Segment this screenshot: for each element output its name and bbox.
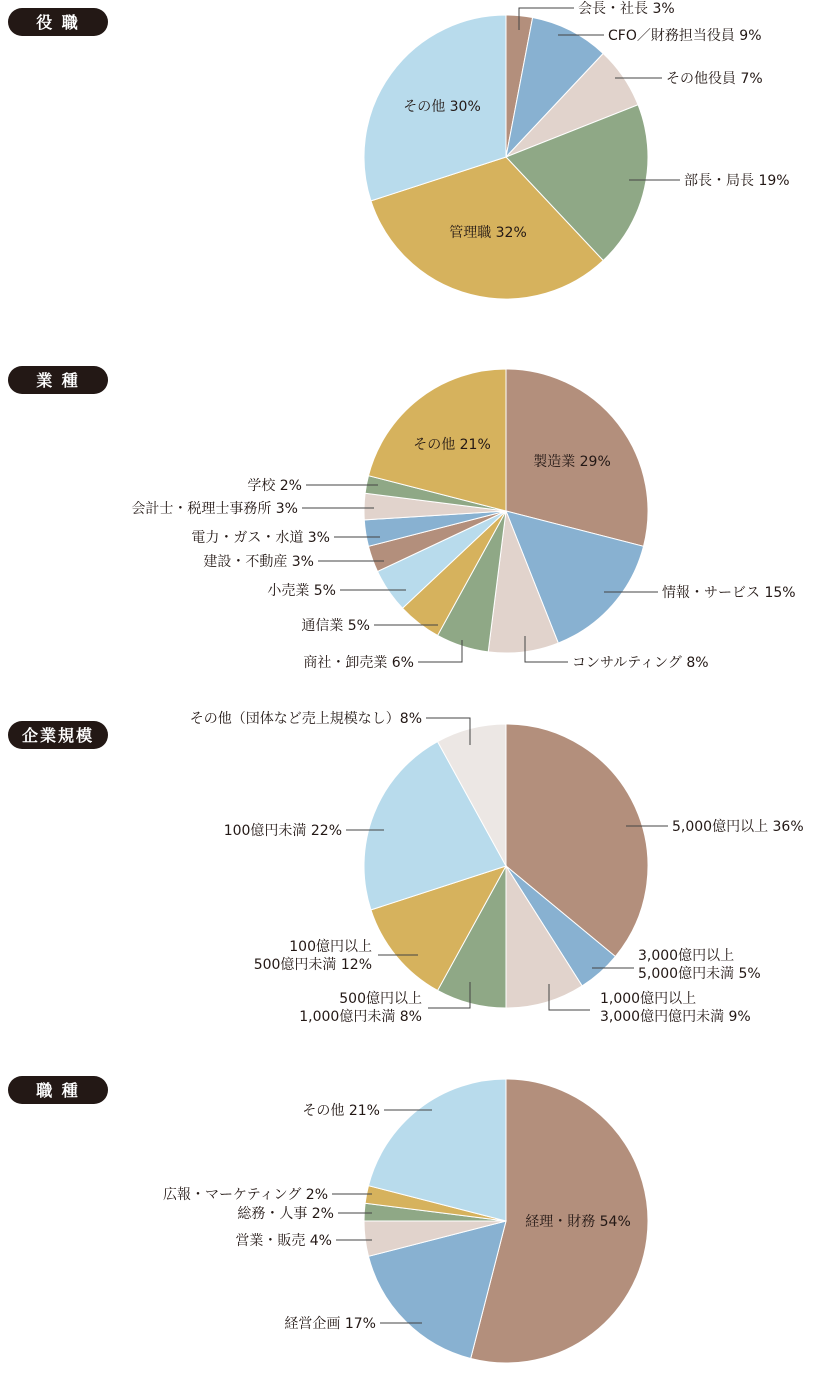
chart-title: 業 種 — [36, 371, 80, 390]
chart-title: 企業規模 — [21, 726, 95, 745]
pie-chart-position — [364, 1, 790, 299]
slice-label: 1,000億円以上 3,000億円億円未満 9% — [600, 991, 751, 1025]
slice-label: 会長・社長 3% — [578, 1, 675, 17]
slice-label: 情報・サービス 15% — [662, 585, 796, 601]
slice-label: 管理職 32% — [449, 225, 527, 241]
pie-chart-industry — [131, 369, 795, 671]
section-title-position — [8, 8, 108, 36]
slice-label: 製造業 29% — [533, 454, 611, 470]
slice-label: 総務・人事 2% — [237, 1206, 334, 1222]
slice-label: 会計士・税理士事務所 3% — [131, 501, 298, 517]
slice-label: 3,000億円以上 5,000億円未満 5% — [638, 948, 761, 982]
slice-label: 建設・不動産 3% — [203, 554, 314, 570]
slice-label: 通信業 5% — [301, 618, 370, 634]
section-title-job-type — [8, 1076, 108, 1104]
slice-label: 小売業 5% — [267, 583, 336, 599]
section-title-company-size — [8, 721, 108, 749]
slice-label: その他 21% — [302, 1103, 380, 1119]
slice-label: 500億円以上 1,000億円未満 8% — [299, 991, 422, 1025]
slice-label: 商社・卸売業 6% — [303, 655, 414, 671]
section-title-industry — [8, 366, 108, 394]
slice-label: 経理・財務 54% — [525, 1214, 631, 1230]
slice-label: その他 21% — [413, 437, 491, 453]
chart-title: 役 職 — [36, 13, 80, 32]
slice-label: その他役員 7% — [666, 71, 763, 87]
slice-label: 100億円以上 500億円未満 12% — [253, 939, 372, 973]
slice-label: コンサルティング 8% — [572, 655, 709, 671]
slice-label: 営業・販売 4% — [235, 1233, 332, 1249]
slice-label: 100億円未満 22% — [223, 823, 342, 839]
slice-label: その他（団体など売上規模なし）8% — [189, 711, 422, 727]
slice-label: 経営企画 17% — [284, 1316, 376, 1332]
chart-title: 職 種 — [36, 1081, 80, 1100]
slice-label: 電力・ガス・水道 3% — [191, 530, 330, 546]
slice-label: CFO／財務担当役員 9% — [608, 28, 762, 44]
slice-label: 学校 2% — [247, 478, 302, 494]
slice-label: その他 30% — [403, 99, 481, 115]
pie-chart-company-size — [190, 710, 804, 1025]
slice-label: 部長・局長 19% — [684, 173, 790, 189]
slice-label: 広報・マーケティング 2% — [163, 1187, 328, 1203]
slice-label: 5,000億円以上 36% — [672, 819, 804, 835]
pie-chart-job-type — [163, 1079, 648, 1363]
